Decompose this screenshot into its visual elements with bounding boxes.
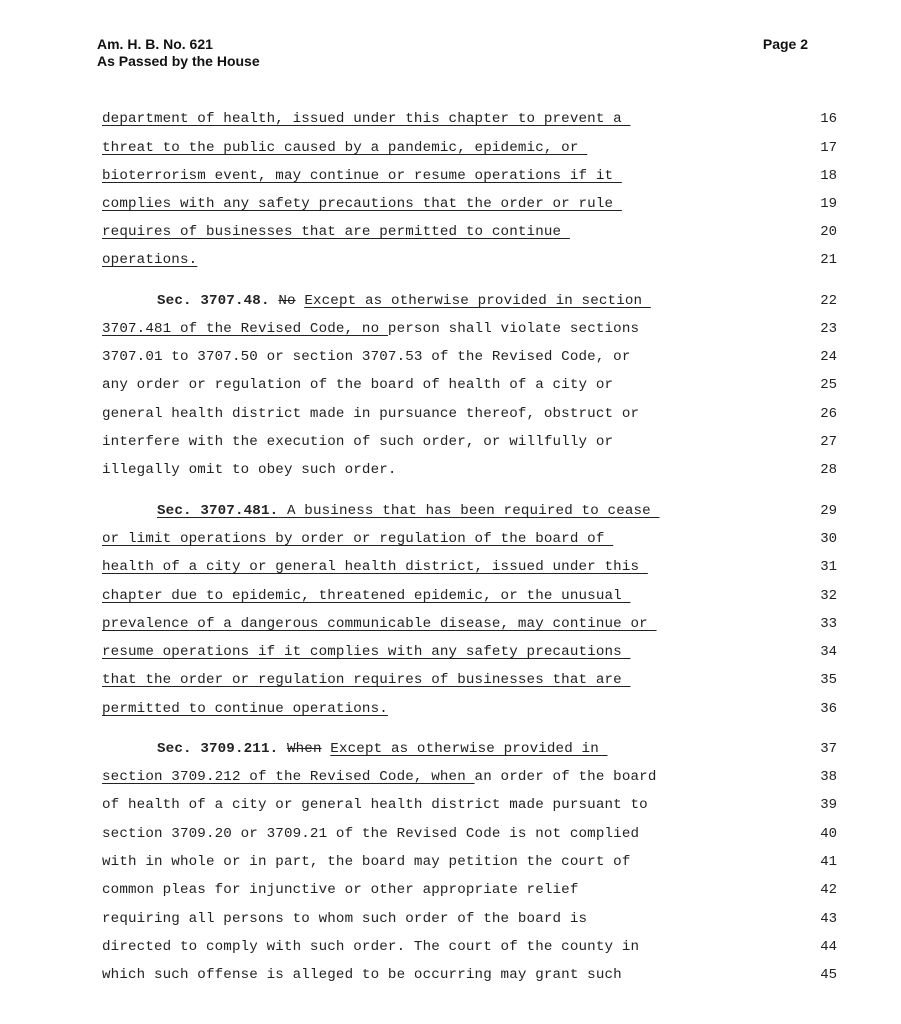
inserted-text: permitted to continue operations. [102, 701, 388, 717]
bill-line [102, 671, 631, 689]
line-number: 21 [820, 252, 837, 268]
line-text: requiring all persons to whom such order of the board is [102, 911, 588, 927]
line-text: an order of the board [474, 769, 657, 785]
bill-line [102, 251, 197, 269]
bill-line [157, 740, 608, 758]
line-text: of health of a city or general health district made pursuant to [102, 797, 648, 813]
inserted-text: Except as otherwise provided in section [304, 293, 651, 309]
line-number: 41 [820, 854, 837, 870]
line-number: 34 [820, 644, 837, 660]
bill-line [102, 530, 613, 548]
line-number: 42 [820, 882, 837, 898]
line-number: 43 [820, 911, 837, 927]
line-number: 27 [820, 434, 837, 450]
bill-line [102, 348, 631, 366]
line-number: 16 [820, 111, 837, 127]
bill-line [102, 320, 639, 338]
inserted-text: operations. [102, 252, 198, 268]
line-text: which such offense is alleged to be occurring may grant such [102, 967, 622, 983]
line-number: 37 [820, 741, 837, 757]
inserted-text: A business that has been required to cease [278, 503, 660, 519]
bill-line [102, 910, 587, 928]
line-number: 25 [820, 377, 837, 393]
bill-line [102, 110, 631, 128]
inserted-text: 3707.481 of the Revised Code, no [102, 321, 388, 337]
line-number: 44 [820, 939, 837, 955]
bill-line [102, 643, 631, 661]
bill-line [102, 461, 397, 479]
line-number: 31 [820, 559, 837, 575]
inserted-text: bioterrorism event, may continue or resume operations if it [102, 168, 622, 184]
bill-line [102, 433, 613, 451]
line-number: 20 [820, 224, 837, 240]
line-number: 39 [820, 797, 837, 813]
line-number: 30 [820, 531, 837, 547]
inserted-text: health of a city or general health district, issued under this [102, 559, 648, 575]
line-text: 3707.01 to 3707.50 or section 3707.53 of the Revised Code, or [102, 349, 631, 365]
bill-line [102, 825, 639, 843]
line-number: 36 [820, 701, 837, 717]
line-number: 23 [820, 321, 837, 337]
bill-line [102, 195, 622, 213]
line-text [296, 293, 305, 309]
bill-line [102, 223, 570, 241]
bill-line [157, 292, 651, 310]
inserted-text: that the order or regulation requires of businesses that are [102, 672, 631, 688]
line-text: directed to comply with such order. The court of the county in [102, 939, 640, 955]
line-number: 29 [820, 503, 837, 519]
bill-line [102, 558, 648, 576]
line-number: 35 [820, 672, 837, 688]
bill-line [102, 139, 587, 157]
bill-line [102, 938, 639, 956]
inserted-text: complies with any safety precautions that the order or rule [102, 196, 622, 212]
line-number: 24 [820, 349, 837, 365]
line-text: interfere with the execution of such order, or willfully or [102, 434, 614, 450]
line-text: section 3709.20 or 3709.21 of the Revised Code is not complied [102, 826, 640, 842]
line-number: 32 [820, 588, 837, 604]
line-text: any order or regulation of the board of health of a city or [102, 377, 614, 393]
line-text: person shall violate sections [387, 321, 640, 337]
line-text: illegally omit to obey such order. [102, 462, 397, 478]
inserted-text: Except as otherwise provided in [330, 741, 608, 757]
line-text [322, 741, 331, 757]
line-number: 19 [820, 196, 837, 212]
bill-line [102, 796, 648, 814]
bill-line [102, 700, 388, 718]
bill-line [102, 167, 622, 185]
line-text: general health district made in pursuance thereof, obstruct or [102, 406, 640, 422]
bill-line [102, 587, 631, 605]
line-number: 17 [820, 140, 837, 156]
inserted-text: department of health, issued under this chapter to prevent a [102, 111, 631, 127]
line-number: 45 [820, 967, 837, 983]
bill-line [157, 502, 660, 520]
line-number: 22 [820, 293, 837, 309]
inserted-text: Sec. 3707.481. [157, 503, 279, 519]
inserted-text: chapter due to epidemic, threatened epidemic, or the unusual [102, 588, 631, 604]
struck-text: When [286, 741, 322, 757]
bill-line [102, 881, 579, 899]
inserted-text: section 3709.212 of the Revised Code, when [102, 769, 475, 785]
line-number: 40 [820, 826, 837, 842]
line-number: 28 [820, 462, 837, 478]
bill-line [102, 966, 622, 984]
bill-number: Am. H. B. No. 621 [97, 36, 213, 52]
line-text [270, 293, 279, 309]
bill-status: As Passed by the House [97, 53, 260, 69]
line-text: with in whole or in part, the board may petition the court of [102, 854, 631, 870]
line-text: Sec. 3707.48. [157, 293, 270, 309]
inserted-text: resume operations if it complies with any safety precautions [102, 644, 631, 660]
line-number: 18 [820, 168, 837, 184]
bill-line [102, 615, 657, 633]
document-header [97, 36, 260, 70]
inserted-text: prevalence of a dangerous communicable disease, may continue or [102, 616, 657, 632]
line-number: 38 [820, 769, 837, 785]
line-number: 33 [820, 616, 837, 632]
line-number: 26 [820, 406, 837, 422]
inserted-text: threat to the public caused by a pandemic, epidemic, or [102, 140, 588, 156]
bill-line [102, 405, 639, 423]
line-text [278, 741, 287, 757]
inserted-text: requires of businesses that are permitted to continue [102, 224, 570, 240]
page-number: Page 2 [762, 36, 808, 52]
struck-text: No [278, 293, 296, 309]
inserted-text: or limit operations by order or regulation of the board of [102, 531, 614, 547]
bill-line [102, 768, 657, 786]
line-text: common pleas for injunctive or other appropriate relief [102, 882, 579, 898]
bill-line [102, 376, 613, 394]
line-text: Sec. 3709.211. [157, 741, 279, 757]
bill-line [102, 853, 631, 871]
